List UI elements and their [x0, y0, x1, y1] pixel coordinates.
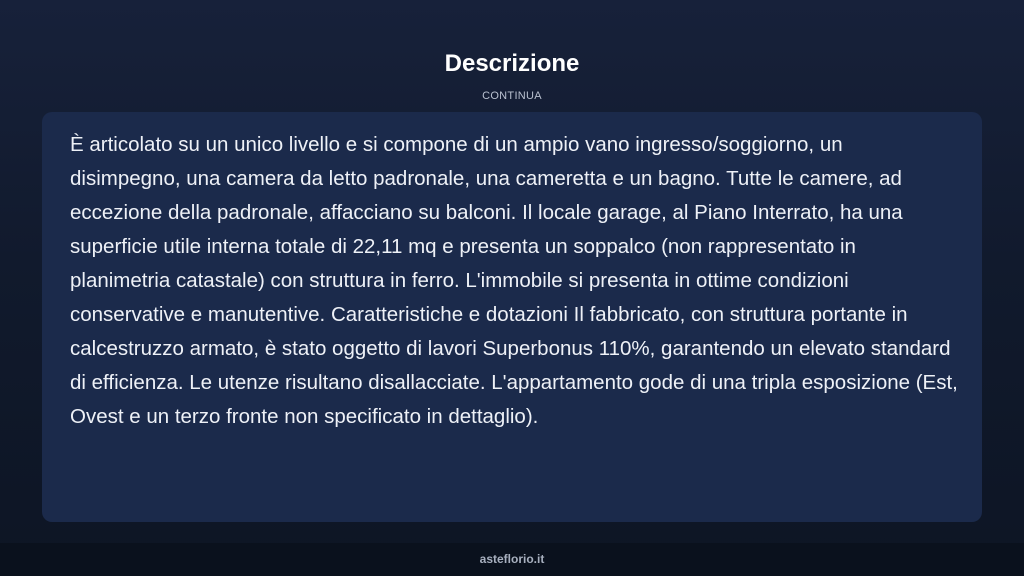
- page-subtitle: CONTINUA: [482, 90, 542, 102]
- description-card: [42, 112, 982, 522]
- page-title: Descrizione: [444, 50, 580, 77]
- footer-bar: [0, 543, 1024, 576]
- description-text: È articolato su un unico livello e si compone di un ampio vano ingresso/soggiorno, un disimpegno, una camera da letto padronale, una cameretta e un bagno. Tutte le camere, ad eccezione della padronale, affacciano su balconi. Il locale garage, al Piano Interrato, ha una superficie utile interna totale di 22,11 mq e presenta un soppalco (non rappresentato in planimetria catastale) con struttura in ferro. L'immobile si presenta in ottime condizioni conservative e manutentive. Caratteristiche e dotazioni Il fabbricato, con struttura portante in calcestruzzo armato, è stato oggetto di lavori Superbonus 110%, garantendo un elevato standard di efficienza. Le utenze risultano disallacciate. L'appartamento gode di una tripla esposizione (Est, Ovest e un terzo fronte non specificato in dettaglio).: [70, 133, 958, 428]
- footer-brand: asteflorio.it: [479, 552, 545, 566]
